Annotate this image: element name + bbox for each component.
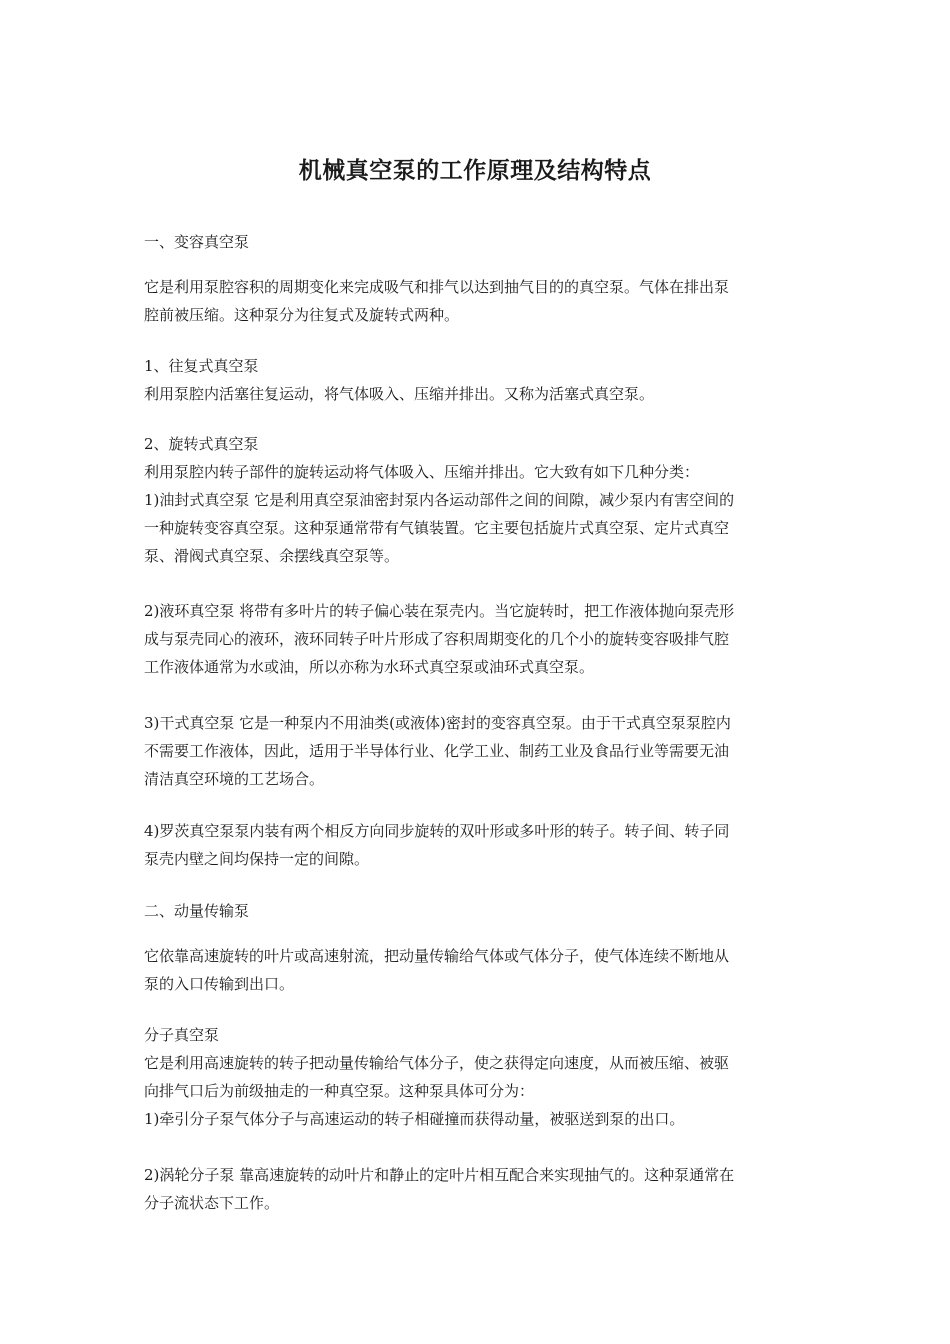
oil-sealed-pump-line: 1)油封式真空泵 它是利用真空泵油密封泵内各运动部件之间的间隙，减少泵内有害空间的 — [144, 491, 735, 509]
page-title: 机械真空泵的工作原理及结构特点 — [298, 157, 652, 184]
rotary-pump-heading: 2、旋转式真空泵 — [144, 435, 259, 453]
roots-pump-paragraph: 4)罗茨真空泵泵内装有两个相反方向同步旋转的双叶形或多叶形的转子。转子间、转子同 泵壳内壁之间均保持一定的间隙。 — [144, 822, 730, 868]
section2-intro: 它依靠高速旋转的叶片或高速射流，把动量传输给气体或气体分子，使气体连续不断地从 泵的入口传输到出口。 — [144, 947, 730, 993]
rotary-pump-paragraph: 2、旋转式真空泵 利用泵腔内转子部件的旋转运动将气体吸入、压缩并排出。它大致有如下几种分类： 1)油封式真空泵 它是利用真空泵油密封泵内各运动部件之间的间隙，减少泵内有害空间的 一种旋转变容真空泵。这种泵通常带有气镇装置。它主要包括旋片式真空泵、定片式真空 泵、滑阀式真空泵、余摆线真空泵等。 — [144, 430, 808, 570]
liquid-ring-pump-paragraph: 2)液环真空泵 将带有多叶片的转子偏心装在泵壳内。当它旋转时，把工作液体抛向泵壳形 成与泵壳同心的液环，液环同转子叶片形成了容积周期变化的几个小的旋转变容吸排气腔 工作液体通常为水或油，所以亦称为水环式真空泵或油环式真空泵。 — [144, 602, 735, 676]
dry-pump-paragraph: 3)干式真空泵 它是一种泵内不用油类(或液体)密封的变容真空泵。由于干式真空泵泵腔内 不需要工作液体，因此，适用于半导体行业、化学工业、制药工业及食品行业等需要无油 清洁真空环境的工艺场合。 — [144, 714, 731, 788]
molecular-pump-heading: 分子真空泵 — [144, 1026, 220, 1044]
reciprocating-pump-paragraph — [144, 352, 808, 408]
molecular-pump-paragraph: 分子真空泵 它是利用高速旋转的转子把动量传输给气体分子，使之获得定向速度，从而被压缩、被驱 向排气口后为前级抽走的一种真空泵。这种泵具体可分为： 1)牵引分子泵气体分子与高速运动的转子相碰撞而获得动量，被驱送到泵的出口。 — [144, 1021, 808, 1133]
reciprocating-pump-heading: 1、往复式真空泵 — [144, 357, 259, 375]
section1-intro: 它是利用泵腔容积的周期变化来完成吸气和排气以达到抽气目的的真空泵。气体在排出泵 腔前被压缩。这种泵分为往复式及旋转式两种。 — [144, 278, 730, 324]
section1-heading: 一、变容真空泵 — [144, 233, 250, 251]
reciprocating-pump-text: 利用泵腔内活塞往复运动，将气体吸入、压缩并排出。又称为活塞式真空泵。 — [144, 385, 655, 403]
turbo-molecular-pump-paragraph: 2)涡轮分子泵 靠高速旋转的动叶片和静止的定叶片相互配合来实现抽气的。这种泵通常在 分子流状态下工作。 — [144, 1166, 735, 1212]
rotary-pump-text: 利用泵腔内转子部件的旋转运动将气体吸入、压缩并排出。它大致有如下几种分类： — [144, 463, 700, 481]
section2-heading: 二、动量传输泵 — [144, 902, 250, 920]
drag-pump-line: 1)牵引分子泵气体分子与高速运动的转子相碰撞而获得动量，被驱送到泵的出口。 — [144, 1110, 685, 1128]
